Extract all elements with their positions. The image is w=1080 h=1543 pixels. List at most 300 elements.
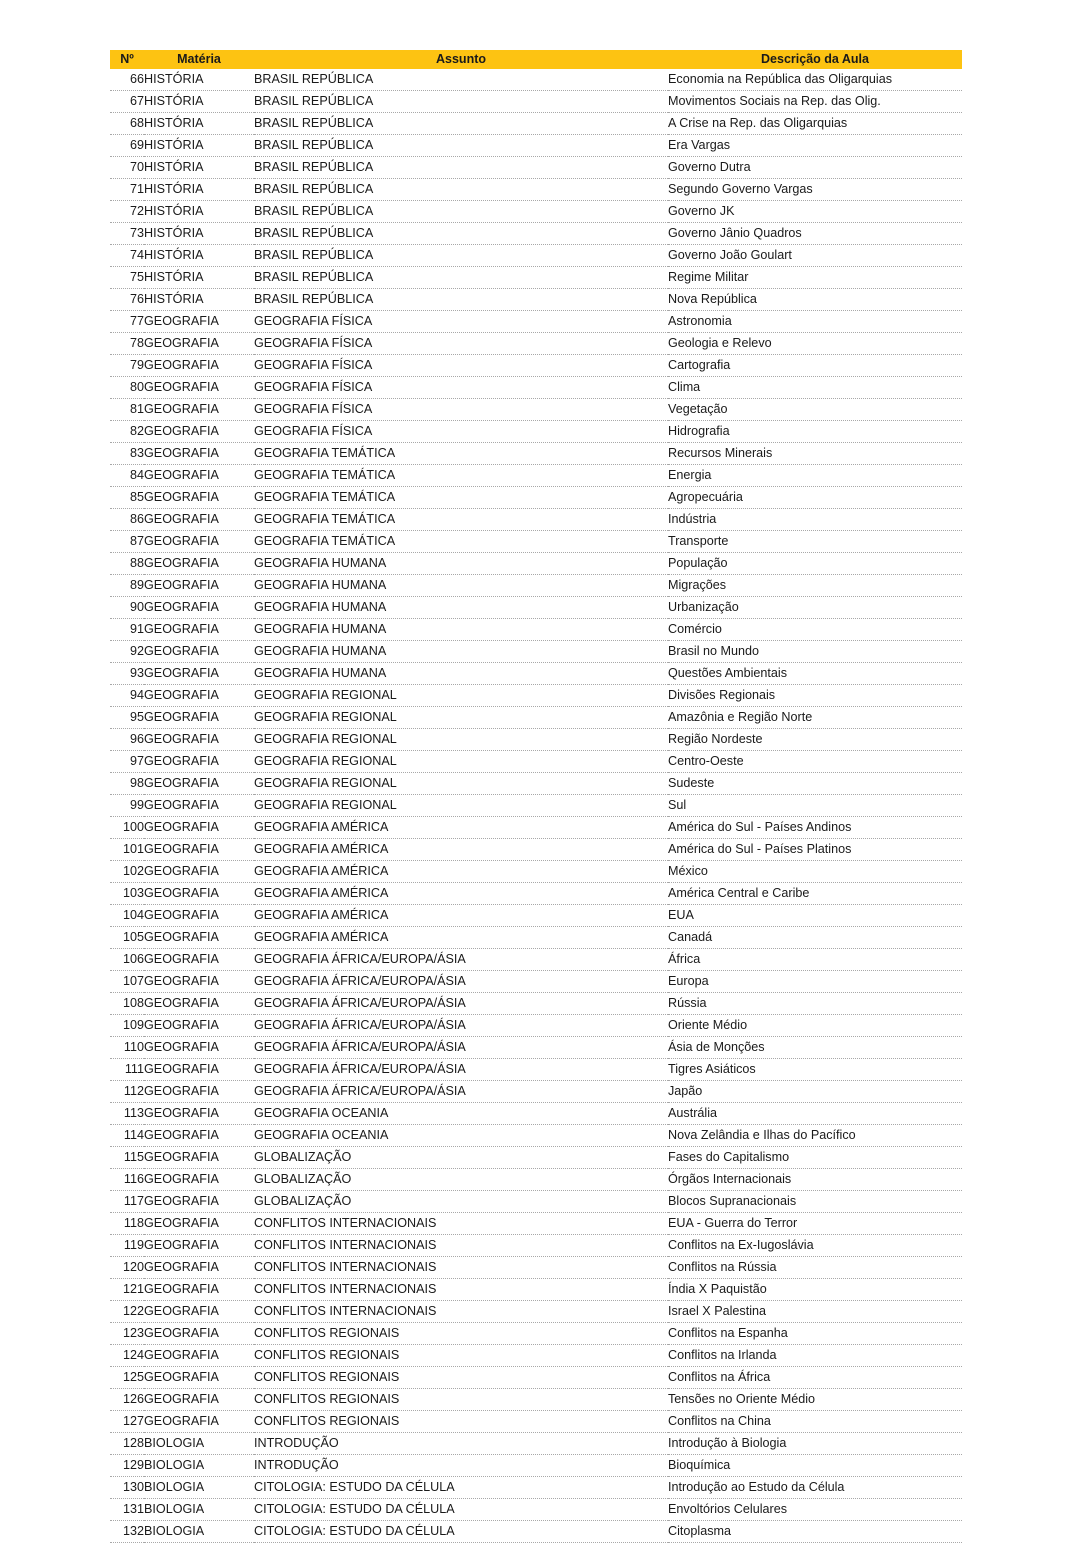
table-row [110, 157, 962, 179]
cell-assunto: GEOGRAFIA AMÉRICA [254, 839, 668, 861]
cell-numero: 123 [110, 1323, 144, 1345]
table-row [110, 1191, 962, 1213]
table-row [110, 1235, 962, 1257]
cell-numero: 113 [110, 1103, 144, 1125]
cell-materia: GEOGRAFIA [144, 465, 254, 487]
cell-materia: GEOGRAFIA [144, 1301, 254, 1323]
cell-descricao: Região Nordeste [668, 729, 962, 751]
cell-materia: GEOGRAFIA [144, 1235, 254, 1257]
column-header-materia: Matéria [144, 50, 254, 69]
cell-numero: 93 [110, 663, 144, 685]
cell-assunto: BRASIL REPÚBLICA [254, 267, 668, 289]
cell-descricao: Questões Ambientais [668, 663, 962, 685]
cell-assunto: CONFLITOS INTERNACIONAIS [254, 1279, 668, 1301]
cell-numero: 73 [110, 223, 144, 245]
cell-descricao: Brasil no Mundo [668, 641, 962, 663]
cell-materia: GEOGRAFIA [144, 311, 254, 333]
table-row [110, 201, 962, 223]
cell-descricao: Rússia [668, 993, 962, 1015]
cell-assunto: GEOGRAFIA REGIONAL [254, 795, 668, 817]
table-header-row [110, 50, 962, 69]
cell-assunto: CONFLITOS REGIONAIS [254, 1411, 668, 1433]
cell-materia: GEOGRAFIA [144, 399, 254, 421]
cell-numero: 121 [110, 1279, 144, 1301]
cell-descricao: Migrações [668, 575, 962, 597]
cell-assunto: GEOGRAFIA FÍSICA [254, 311, 668, 333]
table-row [110, 1059, 962, 1081]
table-row [110, 1499, 962, 1521]
table-row [110, 1411, 962, 1433]
cell-descricao: Governo Dutra [668, 157, 962, 179]
cell-descricao: Governo Jânio Quadros [668, 223, 962, 245]
cell-descricao: Sudeste [668, 773, 962, 795]
cell-assunto: CONFLITOS INTERNACIONAIS [254, 1235, 668, 1257]
cell-numero: 90 [110, 597, 144, 619]
table-row [110, 1147, 962, 1169]
cell-materia: GEOGRAFIA [144, 487, 254, 509]
table-row [110, 861, 962, 883]
cell-assunto: BRASIL REPÚBLICA [254, 113, 668, 135]
cell-materia: HISTÓRIA [144, 245, 254, 267]
cell-descricao: Astronomia [668, 311, 962, 333]
table-row [110, 1389, 962, 1411]
cell-descricao: Governo João Goulart [668, 245, 962, 267]
table-row [110, 377, 962, 399]
cell-materia: HISTÓRIA [144, 113, 254, 135]
cell-assunto: GEOGRAFIA FÍSICA [254, 377, 668, 399]
table-row [110, 91, 962, 113]
cell-numero: 68 [110, 113, 144, 135]
cell-materia: HISTÓRIA [144, 267, 254, 289]
cell-numero: 70 [110, 157, 144, 179]
table-row [110, 575, 962, 597]
cell-materia: BIOLOGIA [144, 1499, 254, 1521]
cell-numero: 87 [110, 531, 144, 553]
cell-assunto: GEOGRAFIA ÁFRICA/EUROPA/ÁSIA [254, 1037, 668, 1059]
cell-assunto: GEOGRAFIA HUMANA [254, 575, 668, 597]
cell-assunto: GEOGRAFIA ÁFRICA/EUROPA/ÁSIA [254, 993, 668, 1015]
cell-materia: GEOGRAFIA [144, 707, 254, 729]
table-row [110, 1257, 962, 1279]
cell-descricao: Canadá [668, 927, 962, 949]
table-row [110, 729, 962, 751]
cell-numero: 72 [110, 201, 144, 223]
cell-materia: GEOGRAFIA [144, 1191, 254, 1213]
table-row [110, 597, 962, 619]
cell-descricao: Conflitos na Irlanda [668, 1345, 962, 1367]
cell-assunto: GEOGRAFIA HUMANA [254, 641, 668, 663]
table-row [110, 795, 962, 817]
cell-materia: GEOGRAFIA [144, 1323, 254, 1345]
cell-materia: HISTÓRIA [144, 289, 254, 311]
cell-assunto: GEOGRAFIA HUMANA [254, 619, 668, 641]
cell-assunto: GEOGRAFIA AMÉRICA [254, 861, 668, 883]
table-row [110, 949, 962, 971]
cell-numero: 74 [110, 245, 144, 267]
cell-descricao: Era Vargas [668, 135, 962, 157]
cell-materia: GEOGRAFIA [144, 751, 254, 773]
cell-materia: GEOGRAFIA [144, 1213, 254, 1235]
cell-descricao: Urbanização [668, 597, 962, 619]
cell-numero: 104 [110, 905, 144, 927]
cell-numero: 94 [110, 685, 144, 707]
cell-numero: 78 [110, 333, 144, 355]
column-header-assunto: Assunto [254, 50, 668, 69]
cell-numero: 131 [110, 1499, 144, 1521]
cell-descricao: América Central e Caribe [668, 883, 962, 905]
cell-descricao: Oriente Médio [668, 1015, 962, 1037]
cell-descricao: Governo JK [668, 201, 962, 223]
table-row [110, 399, 962, 421]
cell-materia: BIOLOGIA [144, 1433, 254, 1455]
cell-descricao: Transporte [668, 531, 962, 553]
cell-assunto: BRASIL REPÚBLICA [254, 245, 668, 267]
table-row [110, 839, 962, 861]
cell-assunto: GEOGRAFIA REGIONAL [254, 685, 668, 707]
cell-descricao: Tensões no Oriente Médio [668, 1389, 962, 1411]
table-row [110, 971, 962, 993]
cell-numero: 126 [110, 1389, 144, 1411]
cell-materia: GEOGRAFIA [144, 927, 254, 949]
cell-materia: GEOGRAFIA [144, 905, 254, 927]
cell-materia: GEOGRAFIA [144, 509, 254, 531]
cell-assunto: INTRODUÇÃO [254, 1455, 668, 1477]
cell-descricao: Cartografia [668, 355, 962, 377]
table-row [110, 751, 962, 773]
cell-descricao: Clima [668, 377, 962, 399]
cell-numero: 105 [110, 927, 144, 949]
cell-materia: GEOGRAFIA [144, 333, 254, 355]
cell-descricao: Japão [668, 1081, 962, 1103]
cell-materia: GEOGRAFIA [144, 575, 254, 597]
cell-materia: GEOGRAFIA [144, 817, 254, 839]
cell-materia: BIOLOGIA [144, 1455, 254, 1477]
cell-assunto: GLOBALIZAÇÃO [254, 1147, 668, 1169]
cell-descricao: Recursos Minerais [668, 443, 962, 465]
cell-materia: BIOLOGIA [144, 1521, 254, 1543]
column-header-numero: Nº [110, 50, 144, 69]
cell-numero: 81 [110, 399, 144, 421]
table-row [110, 267, 962, 289]
cell-descricao: Órgãos Internacionais [668, 1169, 962, 1191]
cell-materia: GEOGRAFIA [144, 1103, 254, 1125]
cell-numero: 76 [110, 289, 144, 311]
cell-materia: GEOGRAFIA [144, 1125, 254, 1147]
table-row [110, 245, 962, 267]
cell-assunto: GEOGRAFIA TEMÁTICA [254, 531, 668, 553]
cell-numero: 86 [110, 509, 144, 531]
table-row [110, 905, 962, 927]
cell-materia: GEOGRAFIA [144, 619, 254, 641]
cell-descricao: Regime Militar [668, 267, 962, 289]
table-row [110, 443, 962, 465]
cell-assunto: GEOGRAFIA FÍSICA [254, 421, 668, 443]
cell-assunto: BRASIL REPÚBLICA [254, 91, 668, 113]
cell-assunto: GEOGRAFIA AMÉRICA [254, 905, 668, 927]
cell-numero: 117 [110, 1191, 144, 1213]
table-row [110, 1081, 962, 1103]
cell-assunto: GEOGRAFIA FÍSICA [254, 399, 668, 421]
cell-assunto: CITOLOGIA: ESTUDO DA CÉLULA [254, 1499, 668, 1521]
table-row [110, 113, 962, 135]
cell-numero: 101 [110, 839, 144, 861]
cell-numero: 125 [110, 1367, 144, 1389]
cell-assunto: GEOGRAFIA HUMANA [254, 553, 668, 575]
cell-descricao: Europa [668, 971, 962, 993]
table-row [110, 993, 962, 1015]
cell-numero: 112 [110, 1081, 144, 1103]
cell-descricao: Nova Zelândia e Ilhas do Pacífico [668, 1125, 962, 1147]
cell-materia: GEOGRAFIA [144, 355, 254, 377]
cell-materia: HISTÓRIA [144, 223, 254, 245]
cell-materia: GEOGRAFIA [144, 839, 254, 861]
cell-numero: 71 [110, 179, 144, 201]
cell-assunto: GEOGRAFIA AMÉRICA [254, 817, 668, 839]
cell-descricao: Índia X Paquistão [668, 1279, 962, 1301]
cell-materia: GEOGRAFIA [144, 1059, 254, 1081]
cell-assunto: GEOGRAFIA HUMANA [254, 663, 668, 685]
cell-numero: 98 [110, 773, 144, 795]
cell-numero: 96 [110, 729, 144, 751]
cell-numero: 111 [110, 1059, 144, 1081]
cell-assunto: GEOGRAFIA FÍSICA [254, 355, 668, 377]
cell-numero: 130 [110, 1477, 144, 1499]
table-row [110, 179, 962, 201]
cell-descricao: Centro-Oeste [668, 751, 962, 773]
cell-assunto: GEOGRAFIA REGIONAL [254, 729, 668, 751]
cell-materia: HISTÓRIA [144, 69, 254, 91]
table-row [110, 883, 962, 905]
cell-descricao: Austrália [668, 1103, 962, 1125]
cell-numero: 91 [110, 619, 144, 641]
cell-descricao: Conflitos na China [668, 1411, 962, 1433]
cell-descricao: Blocos Supranacionais [668, 1191, 962, 1213]
cell-descricao: México [668, 861, 962, 883]
table-body [110, 69, 962, 1543]
cell-assunto: BRASIL REPÚBLICA [254, 223, 668, 245]
table-row [110, 355, 962, 377]
cell-assunto: GEOGRAFIA ÁFRICA/EUROPA/ÁSIA [254, 1015, 668, 1037]
cell-assunto: GEOGRAFIA TEMÁTICA [254, 443, 668, 465]
cell-assunto: BRASIL REPÚBLICA [254, 135, 668, 157]
cell-numero: 82 [110, 421, 144, 443]
cell-assunto: GEOGRAFIA ÁFRICA/EUROPA/ÁSIA [254, 1081, 668, 1103]
cell-materia: GEOGRAFIA [144, 1389, 254, 1411]
table-header [110, 50, 962, 69]
cell-numero: 109 [110, 1015, 144, 1037]
cell-numero: 122 [110, 1301, 144, 1323]
cell-materia: GEOGRAFIA [144, 1257, 254, 1279]
cell-descricao: Sul [668, 795, 962, 817]
cell-descricao: África [668, 949, 962, 971]
cell-assunto: GEOGRAFIA ÁFRICA/EUROPA/ÁSIA [254, 1059, 668, 1081]
cell-materia: GEOGRAFIA [144, 883, 254, 905]
cell-descricao: Hidrografia [668, 421, 962, 443]
cell-materia: GEOGRAFIA [144, 1367, 254, 1389]
cell-descricao: População [668, 553, 962, 575]
cell-materia: GEOGRAFIA [144, 1081, 254, 1103]
table-row [110, 619, 962, 641]
cell-numero: 120 [110, 1257, 144, 1279]
cell-numero: 119 [110, 1235, 144, 1257]
cell-materia: HISTÓRIA [144, 179, 254, 201]
cell-numero: 99 [110, 795, 144, 817]
cell-descricao: Economia na República das Oligarquias [668, 69, 962, 91]
cell-descricao: América do Sul - Países Andinos [668, 817, 962, 839]
cell-descricao: Nova República [668, 289, 962, 311]
cell-descricao: A Crise na Rep. das Oligarquias [668, 113, 962, 135]
cell-materia: GEOGRAFIA [144, 773, 254, 795]
table-row [110, 817, 962, 839]
cell-numero: 66 [110, 69, 144, 91]
table-row [110, 531, 962, 553]
cell-descricao: Bioquímica [668, 1455, 962, 1477]
cell-descricao: Conflitos na Rússia [668, 1257, 962, 1279]
cell-descricao: Agropecuária [668, 487, 962, 509]
table-row [110, 685, 962, 707]
cell-materia: GEOGRAFIA [144, 553, 254, 575]
cell-materia: GEOGRAFIA [144, 729, 254, 751]
cell-assunto: CONFLITOS INTERNACIONAIS [254, 1301, 668, 1323]
table-row [110, 289, 962, 311]
cell-assunto: GEOGRAFIA REGIONAL [254, 707, 668, 729]
cell-materia: GEOGRAFIA [144, 1169, 254, 1191]
table-row [110, 223, 962, 245]
cell-descricao: Geologia e Relevo [668, 333, 962, 355]
cell-assunto: GEOGRAFIA OCEANIA [254, 1103, 668, 1125]
cell-assunto: CONFLITOS INTERNACIONAIS [254, 1257, 668, 1279]
cell-assunto: CONFLITOS REGIONAIS [254, 1389, 668, 1411]
cell-descricao: Amazônia e Região Norte [668, 707, 962, 729]
cell-numero: 129 [110, 1455, 144, 1477]
cell-materia: GEOGRAFIA [144, 597, 254, 619]
cell-materia: GEOGRAFIA [144, 443, 254, 465]
cell-materia: GEOGRAFIA [144, 531, 254, 553]
cell-numero: 132 [110, 1521, 144, 1543]
table-row [110, 1345, 962, 1367]
cell-descricao: Conflitos na Ex-Iugoslávia [668, 1235, 962, 1257]
lessons-table [110, 50, 962, 1543]
cell-materia: GEOGRAFIA [144, 993, 254, 1015]
table-row [110, 1301, 962, 1323]
lessons-table-container [110, 50, 962, 1543]
cell-numero: 80 [110, 377, 144, 399]
cell-descricao: América do Sul - Países Platinos [668, 839, 962, 861]
cell-assunto: BRASIL REPÚBLICA [254, 179, 668, 201]
cell-materia: GEOGRAFIA [144, 1015, 254, 1037]
table-row [110, 1433, 962, 1455]
cell-descricao: Tigres Asiáticos [668, 1059, 962, 1081]
cell-numero: 77 [110, 311, 144, 333]
cell-materia: HISTÓRIA [144, 157, 254, 179]
column-header-descricao: Descrição da Aula [668, 50, 962, 69]
cell-materia: GEOGRAFIA [144, 1411, 254, 1433]
cell-materia: GEOGRAFIA [144, 685, 254, 707]
cell-assunto: GEOGRAFIA ÁFRICA/EUROPA/ÁSIA [254, 971, 668, 993]
table-row [110, 333, 962, 355]
cell-assunto: CONFLITOS REGIONAIS [254, 1345, 668, 1367]
cell-assunto: BRASIL REPÚBLICA [254, 69, 668, 91]
table-row [110, 641, 962, 663]
cell-descricao: Envoltórios Celulares [668, 1499, 962, 1521]
cell-assunto: BRASIL REPÚBLICA [254, 201, 668, 223]
table-row [110, 135, 962, 157]
cell-assunto: GEOGRAFIA REGIONAL [254, 773, 668, 795]
table-row [110, 1323, 962, 1345]
cell-materia: GEOGRAFIA [144, 971, 254, 993]
cell-descricao: Fases do Capitalismo [668, 1147, 962, 1169]
cell-descricao: EUA - Guerra do Terror [668, 1213, 962, 1235]
cell-numero: 115 [110, 1147, 144, 1169]
cell-materia: GEOGRAFIA [144, 663, 254, 685]
cell-numero: 118 [110, 1213, 144, 1235]
cell-numero: 83 [110, 443, 144, 465]
cell-materia: GEOGRAFIA [144, 1345, 254, 1367]
table-row [110, 1103, 962, 1125]
cell-materia: GEOGRAFIA [144, 1147, 254, 1169]
cell-numero: 106 [110, 949, 144, 971]
cell-numero: 100 [110, 817, 144, 839]
table-row [110, 707, 962, 729]
table-row [110, 773, 962, 795]
cell-numero: 127 [110, 1411, 144, 1433]
cell-assunto: GEOGRAFIA TEMÁTICA [254, 509, 668, 531]
cell-descricao: Divisões Regionais [668, 685, 962, 707]
cell-descricao: EUA [668, 905, 962, 927]
cell-assunto: GEOGRAFIA FÍSICA [254, 333, 668, 355]
cell-numero: 67 [110, 91, 144, 113]
cell-assunto: CONFLITOS REGIONAIS [254, 1367, 668, 1389]
cell-materia: GEOGRAFIA [144, 861, 254, 883]
cell-materia: HISTÓRIA [144, 91, 254, 113]
table-row [110, 663, 962, 685]
cell-numero: 103 [110, 883, 144, 905]
cell-numero: 102 [110, 861, 144, 883]
cell-materia: GEOGRAFIA [144, 949, 254, 971]
table-row [110, 1455, 962, 1477]
cell-descricao: Conflitos na África [668, 1367, 962, 1389]
cell-assunto: GEOGRAFIA TEMÁTICA [254, 487, 668, 509]
cell-materia: BIOLOGIA [144, 1477, 254, 1499]
cell-numero: 107 [110, 971, 144, 993]
table-row [110, 1477, 962, 1499]
cell-numero: 75 [110, 267, 144, 289]
cell-descricao: Introdução à Biologia [668, 1433, 962, 1455]
cell-materia: GEOGRAFIA [144, 795, 254, 817]
cell-assunto: CONFLITOS INTERNACIONAIS [254, 1213, 668, 1235]
cell-materia: GEOGRAFIA [144, 421, 254, 443]
table-row [110, 1169, 962, 1191]
cell-assunto: INTRODUÇÃO [254, 1433, 668, 1455]
cell-assunto: GEOGRAFIA AMÉRICA [254, 883, 668, 905]
cell-descricao: Ásia de Monções [668, 1037, 962, 1059]
table-row [110, 1279, 962, 1301]
cell-descricao: Introdução ao Estudo da Célula [668, 1477, 962, 1499]
cell-assunto: GEOGRAFIA HUMANA [254, 597, 668, 619]
cell-numero: 88 [110, 553, 144, 575]
cell-numero: 95 [110, 707, 144, 729]
cell-numero: 92 [110, 641, 144, 663]
cell-descricao: Citoplasma [668, 1521, 962, 1543]
table-row [110, 1367, 962, 1389]
cell-numero: 124 [110, 1345, 144, 1367]
cell-numero: 89 [110, 575, 144, 597]
cell-numero: 114 [110, 1125, 144, 1147]
cell-assunto: GEOGRAFIA OCEANIA [254, 1125, 668, 1147]
cell-assunto: CONFLITOS REGIONAIS [254, 1323, 668, 1345]
cell-descricao: Segundo Governo Vargas [668, 179, 962, 201]
cell-materia: HISTÓRIA [144, 135, 254, 157]
